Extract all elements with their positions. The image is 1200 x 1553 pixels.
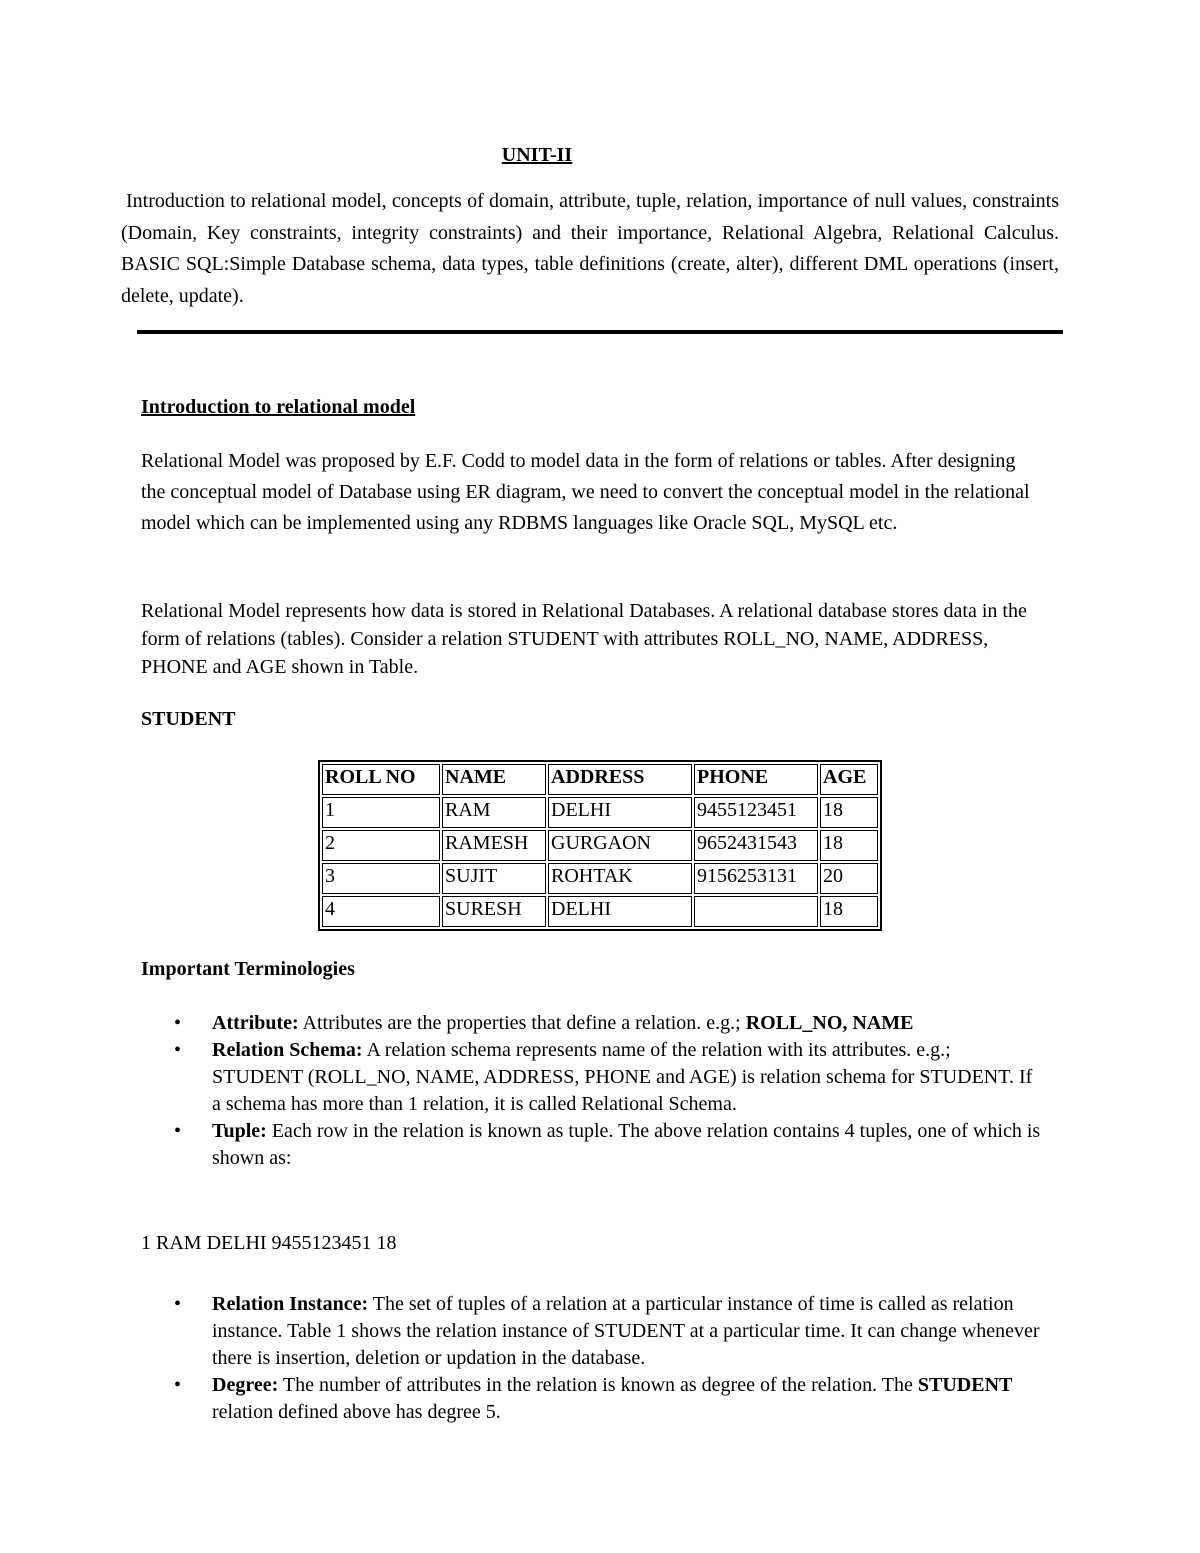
bullet-icon: • — [174, 1120, 182, 1142]
header-cell: NAME — [442, 764, 546, 795]
term-text: Attributes are the properties that define a relation. e.g.; — [298, 1012, 746, 1034]
table-cell: DELHI — [548, 797, 692, 828]
table-cell: 9652431543 — [694, 830, 818, 861]
term-label: Tuple: — [212, 1120, 267, 1142]
list-item-relation-schema — [141, 1037, 1041, 1118]
table-cell: RAMESH — [442, 830, 546, 861]
table-cell: GURGAON — [548, 830, 692, 861]
student-table — [318, 760, 882, 931]
table-cell: DELHI — [548, 896, 692, 927]
term-bold-text: STUDENT — [917, 1374, 1013, 1396]
table-cell: ROHTAK — [548, 863, 692, 894]
intro-paragraph-2: Relational Model represents how data is stored in Relational Databases. A relational database stores data in the form of relations (tables). Consider a relation STUDENT with attributes ROLL_NO, NAME, ADDRESS, PHONE and AGE shown in Table. — [141, 600, 1027, 678]
term-text: Each row in the relation is known as tuple. The above relation contains 4 tuples, one of which is shown as: — [212, 1120, 1041, 1169]
term-bold-text: ROLL_NO, NAME — [745, 1012, 914, 1034]
table-cell: SURESH — [442, 896, 546, 927]
term-text: The set of tuples of a relation at a particular instance of time is called as relation instance. Table 1 shows the relation instance of STUDENT at a particular time. It can change whenever there is insertion, deletion or updation in the database. — [212, 1293, 1040, 1369]
table-cell: 9455123451 — [694, 797, 818, 828]
table-row — [322, 830, 878, 861]
table-cell: 1 — [322, 797, 440, 828]
header-cell: ROLL NO — [322, 764, 440, 795]
header-cell: AGE — [820, 764, 878, 795]
table-caption: STUDENT — [141, 708, 236, 730]
terminology-list — [141, 1010, 1041, 1172]
table-row — [322, 896, 878, 927]
table-cell: 9156253131 — [694, 863, 818, 894]
term-text: The number of attributes in the relation is known as degree of the relation. The — [278, 1374, 918, 1396]
bullet-icon: • — [174, 1293, 182, 1315]
term-label: Attribute: — [212, 1012, 299, 1034]
intro-heading: Introduction to relational model — [141, 396, 416, 418]
table-cell: 2 — [322, 830, 440, 861]
term-text: A relation schema represents name of the relation with its attributes. e.g.; STUDENT (ROLL_NO, NAME, ADDRESS, PHONE and AGE) is relation schema for STUDENT. If a schema has more than 1 relation, it is called Relational Schema. — [212, 1039, 1033, 1115]
term-text: relation defined above has degree 5. — [212, 1401, 501, 1423]
term-label: Relation Schema: — [212, 1039, 363, 1061]
bullet-icon: • — [174, 1012, 182, 1034]
unit-title: UNIT-II — [501, 144, 573, 166]
syllabus-paragraph: Introduction to relational model, concepts of domain, attribute, tuple, relation, importance of null values, constraints (Domain, Key constraints, integrity constraints) and their importance, Relational Algebra, Relational Calculus. BASIC SQL:Simple Database schema, data types, table definitions (create, alter), different DML operations (insert, delete, update). — [121, 190, 1059, 307]
terminology-list — [141, 1291, 1041, 1426]
bullet-icon: • — [174, 1039, 182, 1061]
header-cell: ADDRESS — [548, 764, 692, 795]
list-item-relation-instance — [141, 1291, 1041, 1372]
tuple-example: 1 RAM DELHI 9455123451 18 — [141, 1232, 397, 1254]
intro-paragraph-1: Relational Model was proposed by E.F. Codd to model data in the form of relations or tables. After designing the conceptual model of Database using ER diagram, we need to convert the conceptual model in the relational model which can be implemented using any RDBMS languages like Oracle SQL, MySQL etc. — [141, 450, 1030, 534]
table-cell: 18 — [820, 830, 878, 861]
table-header-row — [322, 764, 878, 795]
table-row — [322, 863, 878, 894]
list-item-degree — [141, 1372, 1041, 1426]
table-cell: 20 — [820, 863, 878, 894]
table-cell: RAM — [442, 797, 546, 828]
table-cell: 18 — [820, 797, 878, 828]
table-cell — [694, 896, 818, 927]
table-cell: SUJIT — [442, 863, 546, 894]
table-cell: 4 — [322, 896, 440, 927]
list-item-attribute — [141, 1010, 1041, 1037]
bullet-icon: • — [174, 1374, 182, 1396]
term-label: Relation Instance: — [212, 1293, 369, 1315]
header-cell: PHONE — [694, 764, 818, 795]
table-cell: 18 — [820, 896, 878, 927]
table-cell: 3 — [322, 863, 440, 894]
terminologies-heading: Important Terminologies — [141, 958, 355, 980]
horizontal-rule — [137, 330, 1063, 334]
list-item-tuple — [141, 1118, 1041, 1172]
term-label: Degree: — [212, 1374, 279, 1396]
table-row — [322, 797, 878, 828]
